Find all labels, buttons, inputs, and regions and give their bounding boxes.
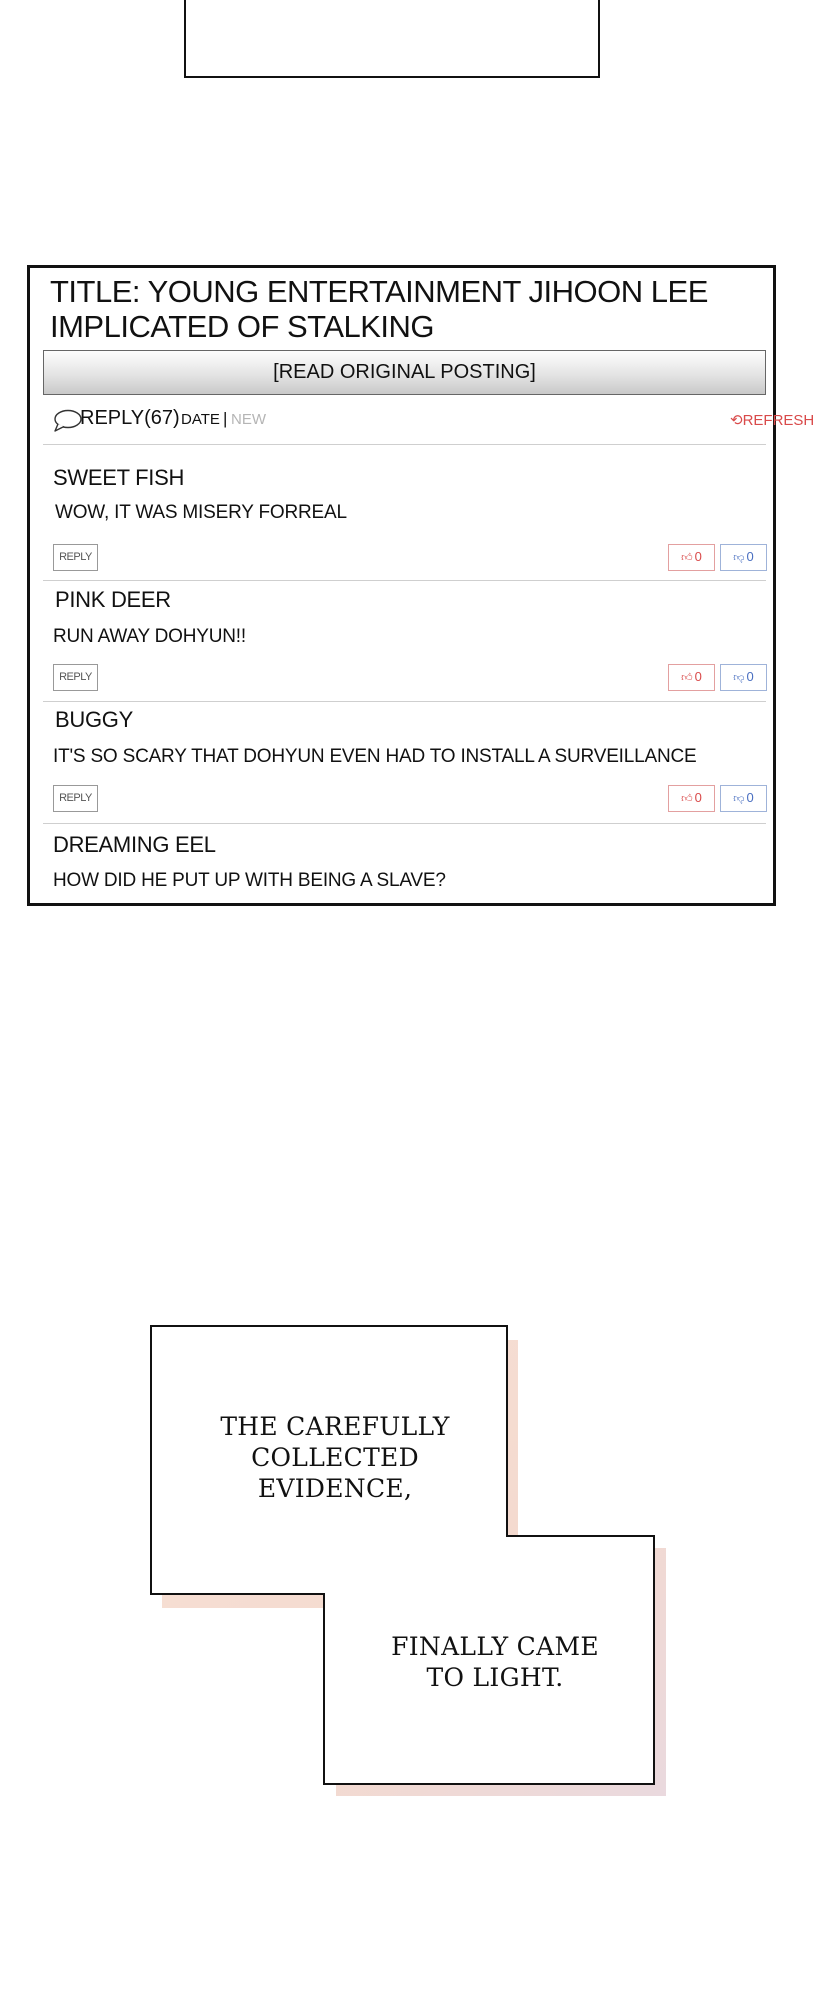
like-count: 0 <box>694 669 702 684</box>
refresh-button[interactable] <box>730 411 814 429</box>
top-comic-panel <box>184 0 600 78</box>
divider <box>43 444 766 445</box>
comment-text: HOW DID HE PUT UP WITH BEING A SLAVE? <box>53 870 446 891</box>
thumbs-up-icon: 👍︎ <box>681 552 693 564</box>
reply-count: REPLY(67) <box>80 407 180 429</box>
comment-author: SWEET FISH <box>53 465 185 490</box>
dislike-count: 0 <box>746 549 754 564</box>
thumbs-down-icon: 👎︎ <box>733 552 745 564</box>
caption-second: FINALLY CAME TO LIGHT. <box>391 1632 599 1692</box>
thumbs-up-icon: 👍︎ <box>681 793 693 805</box>
like-button[interactable] <box>668 544 715 571</box>
like-button[interactable] <box>668 664 715 691</box>
comment-text: IT'S SO SCARY THAT DOHYUN EVEN HAD TO INSTALL A SURVEILLANCE <box>53 746 697 767</box>
dislike-count: 0 <box>746 790 754 805</box>
caption-panels <box>150 1326 680 1806</box>
thumbs-down-icon: 👎︎ <box>733 672 745 684</box>
like-button[interactable] <box>668 785 715 812</box>
divider <box>43 823 766 824</box>
like-count: 0 <box>694 549 702 564</box>
caption-first: THE CAREFULLY COLLECTED EVIDENCE, <box>220 1412 450 1503</box>
forum-post-panel <box>27 265 814 906</box>
sort-by-date[interactable]: DATE <box>181 411 220 428</box>
comment-text: WOW, IT WAS MISERY FORREAL <box>55 502 347 523</box>
thumbs-down-icon: 👎︎ <box>733 793 745 805</box>
post-title: TITLE: YOUNG ENTERTAINMENT JIHOON LEE IMPLICATED OF STALKING <box>50 274 708 344</box>
thumbs-up-icon: 👍︎ <box>681 672 693 684</box>
dislike-button[interactable] <box>720 544 767 571</box>
divider <box>43 701 766 702</box>
comment-reply-button[interactable]: REPLY <box>53 544 98 571</box>
refresh-icon: ⟲ <box>730 412 743 429</box>
comment-author: PINK DEER <box>55 587 171 612</box>
dislike-button[interactable] <box>720 664 767 691</box>
comment-author: DREAMING EEL <box>53 832 216 857</box>
comment-reply-button[interactable]: REPLY <box>53 664 98 691</box>
sort-by-new[interactable]: NEW <box>231 411 266 428</box>
speech-bubble-icon <box>53 409 83 433</box>
dislike-count: 0 <box>746 669 754 684</box>
caption-panel-box <box>151 1326 654 1784</box>
read-original-posting-button[interactable]: [READ ORIGINAL POSTING] <box>43 350 766 395</box>
comment-author: BUGGY <box>55 707 133 732</box>
like-count: 0 <box>694 790 702 805</box>
comment-text: RUN AWAY DOHYUN!! <box>53 626 246 647</box>
dislike-button[interactable] <box>720 785 767 812</box>
divider <box>43 580 766 581</box>
reply-bar <box>53 406 814 434</box>
comment-reply-button[interactable]: REPLY <box>53 785 98 812</box>
sort-separator: | <box>223 409 228 428</box>
refresh-label: REFRESH <box>742 412 814 429</box>
